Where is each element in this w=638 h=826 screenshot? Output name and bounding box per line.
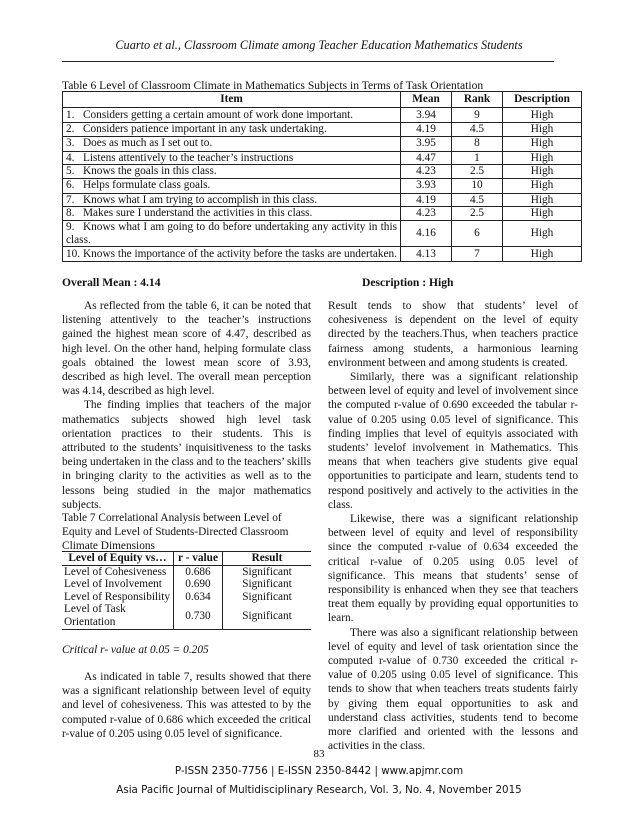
table6-rank-cell: 10	[452, 178, 503, 193]
table6-rank-cell: 1	[452, 151, 503, 165]
table6-col-mean: Mean	[401, 92, 452, 108]
table6-row	[63, 178, 582, 193]
table7-row	[62, 578, 311, 591]
table7-row	[62, 603, 311, 629]
table7-caption: Table 7 Correlational Analysis between Level of Equity and Level of Students-Directed Classroom Climate Dimensions	[62, 512, 289, 553]
table7-dimension-cell: Level of Involvement	[64, 578, 162, 591]
table6-col-description: Description	[503, 92, 582, 108]
right-paragraph-4: There was also a significant relationship between level of equity and level of task orientation since the computed r-value of 0.730 exceeded the critical r-value of 0.205 using 0.05 level of significance. This tends to show that when teachers treats students fairly by giving them equal opportunities to ask and understand class activities, students tend to become more clarified and oriented with the lessons and activities in the class.	[328, 626, 578, 753]
table7-r-value-cell: 0.730	[174, 603, 223, 629]
table6-mean-cell: 4.19	[401, 123, 452, 137]
table6-item-text: Does as much as I set out to.	[83, 137, 213, 150]
table6-item-number: 8.	[66, 207, 75, 220]
left-column-bottom	[62, 670, 311, 741]
table6-mean-cell: 4.19	[401, 193, 452, 207]
table7-col-result: Result	[223, 552, 312, 566]
right-paragraph-1: Result tends to show that students’ level of cohesiveness is dependent on the level of equity directed by the teachers.Thus, when teachers practice fairness among students, a harmonious learning environment between and among students is created.	[328, 300, 578, 369]
table6-row	[63, 151, 582, 165]
table6-rank-cell: 6	[452, 220, 503, 246]
table6-item-number: 10.	[66, 247, 81, 260]
table6-item-cell	[63, 207, 401, 221]
table6-rank-cell: 9	[452, 108, 503, 123]
table6-item-text: Helps formulate class goals.	[83, 179, 211, 192]
left-paragraph-3: As indicated in table 7, results showed that there was a significant relationship between level of equity and level of cohesiveness. This was attested to by the computed r-value of 0.686 which exceeded the critical r-value of 0.205 using 0.05 level of significance.	[62, 671, 311, 740]
left-paragraph-2: The finding implies that teachers of the major mathematics subjects showed high level task orientation practices to their students. This is attributed to the students’ inquisitiveness to the tasks being undertaken in the class and to the teachers’ skills in bringing clarity to the activities as well as to the lessons being studied in the major mathematics subjects.	[62, 399, 311, 511]
table6-item-number: 3.	[66, 137, 75, 150]
table6-item-number: 6.	[66, 179, 75, 192]
table6-item-cell	[63, 151, 401, 165]
table7-row	[62, 591, 311, 604]
table7-dimension-cell: Level of Cohesiveness	[64, 565, 167, 578]
table7-result-cell: Significant	[223, 591, 312, 604]
table6-row	[63, 247, 582, 262]
table7-dimension-cell: Level of Responsibility	[64, 590, 171, 603]
overall-mean: Overall Mean : 4.14	[62, 276, 161, 289]
table6-row	[63, 123, 582, 137]
table6-col-rank: Rank	[452, 92, 503, 108]
table7-note: Critical r- value at 0.05 = 0.205	[62, 644, 209, 656]
table6-item-number: 9.	[66, 220, 75, 233]
table6-item-cell	[63, 220, 401, 246]
right-paragraph-3: Likewise, there was a significant relationship between level of equity and level of responsibility since the computed r-value of 0.634 exceeded the critical r-value of 0.205 using 0.05 level of significance. This means that students’ sense of responsibility is enhanced when they see that teachers treat them equally by providing equal opportunities to learn.	[328, 513, 578, 625]
table6-rank-cell: 2.5	[452, 165, 503, 179]
table6-mean-cell: 3.93	[401, 178, 452, 193]
table6-mean-cell: 3.94	[401, 108, 452, 123]
table6-row	[63, 136, 582, 151]
left-column	[62, 299, 311, 512]
table6-item-cell	[63, 178, 401, 193]
table6-rank-cell: 4.5	[452, 193, 503, 207]
table6-row	[63, 165, 582, 179]
overall-description: Description : High	[362, 276, 454, 289]
table6-row	[63, 207, 582, 221]
table6-item-text: Knows what I am trying to accomplish in this class.	[83, 193, 318, 206]
table6-row	[63, 193, 582, 207]
table6-description-cell: High	[503, 178, 582, 193]
right-paragraph-2: Similarly, there was a significant relationship between level of equity and level of involvement since the computed r-value of 0.690 exceeded the tabular r-value of 0.205 using 0.05 level of significance. This finding implies that level of equityis associated with students’ levelof involvement in Mathematics. This means that when teachers give students give equal opportunities to participate and learn, students tend to respond positively and actively to the activities in the class.	[328, 371, 578, 511]
table6-description-cell: High	[503, 136, 582, 151]
table6-item-text: Considers patience important in any task undertaking.	[83, 123, 327, 135]
table6-item-cell	[63, 136, 401, 151]
table6-rank-cell: 7	[452, 247, 503, 262]
table7-col-dimension: Level of Equity vs…	[68, 552, 167, 564]
table7-dimension-cell: Level of Task Orientation	[64, 603, 126, 628]
table7-r-value-cell: 0.686	[174, 565, 223, 578]
table6-item-number: 2.	[66, 123, 75, 135]
table6-row	[63, 220, 582, 246]
table7-header-row	[62, 552, 311, 566]
table6-item-cell	[63, 193, 401, 207]
table6-item-text: Knows what I am going to do before undertaking any activity in this class.	[66, 220, 397, 246]
table6-rank-cell: 8	[452, 136, 503, 151]
footer-issn: P-ISSN 2350-7756 | E-ISSN 2350-8442 | www.apjmr.com	[174, 765, 464, 777]
running-header: Cuarto et al., Classroom Climate among Teacher Education Mathematics Students	[115, 38, 523, 52]
table7-r-value-cell: 0.690	[174, 578, 223, 591]
table6-item-text: Listens attentively to the teacher’s instructions	[83, 151, 294, 164]
table6-row	[63, 108, 582, 123]
table6-item-text: Knows the goals in this class.	[83, 165, 217, 178]
table6-col-item: Item	[63, 92, 401, 108]
table7-result-cell: Significant	[223, 578, 312, 591]
table6-description-cell: High	[503, 247, 582, 262]
table6-rank-cell: 4.5	[452, 123, 503, 137]
page-number: 83	[313, 748, 325, 760]
table6-rank-cell: 2.5	[452, 207, 503, 221]
table6-item-cell	[63, 247, 401, 262]
table6-item-number: 4.	[66, 151, 75, 164]
table6-item-cell	[63, 108, 401, 123]
table6-description-cell: High	[503, 123, 582, 137]
table6-description-cell: High	[503, 108, 582, 123]
table6-mean-cell: 4.47	[401, 151, 452, 165]
right-column	[328, 299, 578, 754]
table7-result-cell: Significant	[223, 565, 312, 578]
table6-description-cell: High	[503, 165, 582, 179]
table6-mean-cell: 3.95	[401, 136, 452, 151]
table7-row	[62, 565, 311, 578]
table6-item-number: 5.	[66, 165, 75, 178]
table6-mean-cell: 4.13	[401, 247, 452, 262]
table6-header-row	[63, 92, 582, 108]
table6-description-cell: High	[503, 220, 582, 246]
table6-item-number: 1.	[66, 108, 75, 121]
table6-item-text: Knows the importance of the activity before the tasks are undertaken.	[83, 247, 398, 260]
table6-caption: Table 6 Level of Classroom Climate in Mathematics Subjects in Terms of Task Orientation	[62, 79, 484, 92]
table6-item-text: Makes sure I understand the activities in this class.	[83, 207, 313, 220]
footer-journal: Asia Pacific Journal of Multidisciplinary Research, Vol. 3, No. 4, November 2015	[116, 784, 522, 796]
header-rule	[62, 61, 554, 62]
table6-description-cell: High	[503, 193, 582, 207]
table6-description-cell: High	[503, 151, 582, 165]
table6-item-number: 7.	[66, 193, 75, 206]
table7	[62, 551, 311, 630]
table6	[62, 91, 582, 262]
table7-r-value-cell: 0.634	[174, 591, 223, 604]
table7-col-r-value: r - value	[174, 552, 223, 566]
table6-description-cell: High	[503, 207, 582, 221]
table6-mean-cell: 4.23	[401, 165, 452, 179]
table6-item-cell	[63, 165, 401, 179]
table6-mean-cell: 4.16	[401, 220, 452, 246]
table6-item-text: Considers getting a certain amount of work done important.	[83, 108, 354, 121]
left-paragraph-1: As reflected from the table 6, it can be noted that listening attentively to the teacher’s instructions gained the highest mean score of 4.47, described as high level. On the other hand, helping formulate class goals obtained the lowest mean score of 3.93, described as high level. The overall mean perception was 4.14, described as high level.	[62, 300, 311, 398]
table7-result-cell: Significant	[223, 603, 312, 629]
table6-mean-cell: 4.23	[401, 207, 452, 221]
table6-item-cell	[63, 123, 401, 137]
